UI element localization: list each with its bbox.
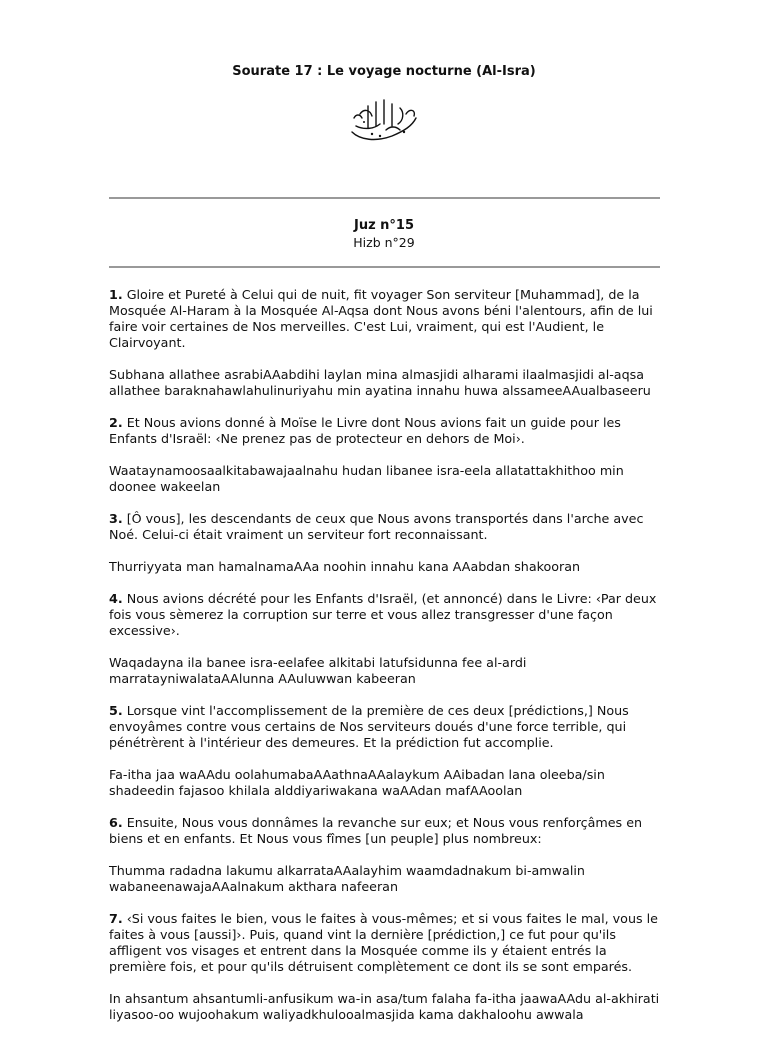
basmala-calligraphy: [346, 96, 422, 144]
juz-label: Juz n°15: [353, 218, 415, 233]
verse-french: [109, 591, 664, 639]
verse-transliteration: Thumma radadna lakumu alkarrataAAalayhim waamdadnakum bi-amwalin wabaneenawajaAAalnakum akthara nafeeran: [109, 863, 585, 894]
verse-transliteration: Waqadayna ila banee isra-eelafee alkitabi latufsidunna fee al-ardi marratayniwalataAAlunna AAuluwwan kabeeran: [109, 655, 527, 686]
verse-transliteration: Subhana allathee asrabiAAabdihi laylan mina almasjidi alharami ilaalmasjidi al-aqsa allathee baraknahawlahulinuriyahu min ayatina innahu huwa alssameeAAualbaseeru: [109, 367, 651, 398]
verse-number: 2.: [109, 415, 123, 430]
verse-number: 5.: [109, 703, 123, 718]
hizb-label: Hizb n°29: [353, 235, 415, 250]
verse-text: ‹Si vous faites le bien, vous le faites à vous-mêmes; et si vous faites le mal, vous le faites à vous [aussi]›. Puis, quand vint la dernière [prédiction,] ce fut pour qu'ils affligent vos visages et entrent dans la Mosquée comme ils y étaient entrés la première fois, et pour qu'ils détruisent complètement ce dont ils se sont emparés.: [109, 911, 658, 974]
verse-transliteration: Thurriyyata man hamalnamaAAa noohin innahu kana AAabdan shakooran: [109, 559, 581, 574]
verse-text: Gloire et Pureté à Celui qui de nuit, fit voyager Son serviteur [Muhammad], de la Mosquée Al-Haram à la Mosquée Al-Aqsa dont Nous avons béni l'alentours, afin de lui faire voir certaines de Nos merveilles. C'est Lui, vraiment, qui est l'Audient, le Clairvoyant.: [109, 287, 653, 350]
verse-text: [Ô vous], les descendants de ceux que Nous avons transportés dans l'arche avec Noé. Celui-ci était vraiment un serviteur fort reconnaissant.: [109, 511, 644, 542]
verse-transliteration: Fa-itha jaa waAAdu oolahumabaAAathnaAAalaykum AAibadan lana oleeba/sin shadeedin fajasoo khilala alddiyariwakana waAAdan mafAAoolan: [109, 767, 605, 798]
divider-top: [109, 197, 660, 199]
verse-transliteration: Waataynamoosaalkitabawajaalnahu hudan libanee isra-eela allatattakhithoo min doonee wakeelan: [109, 463, 624, 494]
verse-number: 1.: [109, 287, 123, 302]
verse-text: Ensuite, Nous vous donnâmes la revanche sur eux; et Nous vous renforçâmes en biens et en enfants. Et Nous vous fîmes [un peuple] plus nombreux:: [109, 815, 643, 846]
verse-french: [109, 415, 664, 447]
verse-text: Lorsque vint l'accomplissement de la première de ces deux [prédictions,] Nous envoyâmes contre vous certains de Nos serviteurs doués d'une force terrible, qui pénétrèrent à l'intérieur des demeures. Et la prédiction fut accomplie.: [109, 703, 629, 750]
verse-transliteration: In ahsantum ahsantumli-anfusikum wa-in asa/tum falaha fa-itha jaawaAAdu al-akhirati liyasoo-oo wujoohakum waliyadkhulooalmasjida kama dakhaloohu awwala: [109, 991, 660, 1022]
verse-number: 3.: [109, 511, 123, 526]
verse-number: 7.: [109, 911, 123, 926]
verse-number: 6.: [109, 815, 123, 830]
verse-french: [109, 511, 664, 543]
verse-french: [109, 911, 664, 975]
verse-text: Et Nous avions donné à Moïse le Livre dont Nous avions fait un guide pour les Enfants d'Israël: ‹Ne prenez pas de protecteur en dehors de Moi›.: [109, 415, 621, 446]
verses-content: [109, 287, 664, 1039]
verse-french: [109, 815, 664, 847]
verse-number: 4.: [109, 591, 123, 606]
verse-french: [109, 703, 664, 751]
surah-title: Sourate 17 : Le voyage nocturne (Al-Isra): [232, 64, 536, 79]
verse-french: [109, 287, 664, 351]
divider-bottom: [109, 266, 660, 268]
verse-text: Nous avions décrété pour les Enfants d'Israël, (et annoncé) dans le Livre: ‹Par deux fois vous sèmerez la corruption sur terre et vous allez transgresser d'une façon excessive›.: [109, 591, 657, 638]
